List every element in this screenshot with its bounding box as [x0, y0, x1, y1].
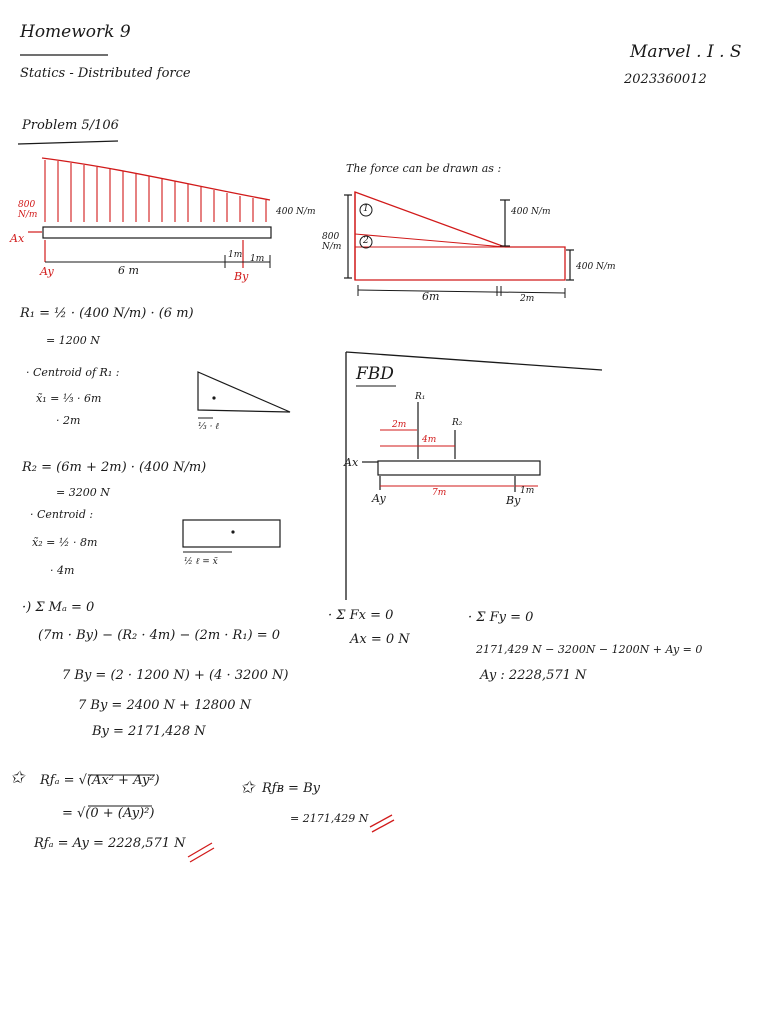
fbd-by: By — [506, 494, 521, 507]
r2-centroid-label: · Centroid : — [30, 508, 94, 521]
r2-equation: R₂ = (6m + 2m) · (400 N/m) — [22, 460, 207, 475]
dim-1m-a: 1m — [228, 250, 243, 260]
author-name: Marvel . I . S — [630, 42, 742, 62]
r2-result: = 3200 N — [56, 486, 110, 499]
load-400-right: 400 N/m — [576, 262, 616, 272]
fbd-r2: R₂ — [452, 418, 463, 428]
fbd-title: FBD — [356, 364, 394, 384]
fy-result: Ay : 2228,571 N — [480, 668, 587, 683]
triangle-fig-label: ⅓ · ℓ — [198, 422, 220, 432]
ax-label: Ax — [10, 232, 25, 245]
r2-centroid-eq: x̃₂ = ½ · 8m — [32, 536, 98, 549]
fbd-dim-2m: 2m — [392, 420, 407, 430]
dim-6m: 6 m — [118, 264, 139, 277]
rfa-line-3: Rƒₐ = Ay = 2228,571 N — [34, 836, 186, 851]
problem-underline — [18, 141, 118, 144]
fbd-ax: Ax — [344, 456, 359, 469]
triangle-centroid-figure — [198, 372, 290, 418]
fy-line-1: 2171,429 N − 3200N − 1200N + Ay = 0 — [476, 643, 703, 656]
r1-centroid-result: · 2m — [56, 414, 81, 427]
fbd-dim-4m: 4m — [422, 435, 437, 445]
load-arrows — [45, 160, 266, 222]
r2-centroid-result: · 4m — [50, 564, 75, 577]
r1-equation: R₁ = ½ · (400 N/m) · (6 m) — [20, 306, 194, 321]
ay-label: Ay — [40, 265, 54, 278]
moment-line-2: 7 By = (2 · 1200 N) + (4 · 3200 N) — [62, 668, 289, 683]
r1-centroid-eq: x̃₁ = ⅓ · 6m — [36, 392, 102, 405]
dim-1m-b: 1m — [250, 254, 265, 264]
fbd-dim-7m: 7m — [432, 488, 447, 498]
star-icon-b: ✩ — [240, 778, 255, 798]
load-400-top: 400 N/m — [511, 207, 551, 217]
load-right-label: 400 N/m — [276, 207, 316, 217]
student-id: 2023360012 — [624, 72, 707, 87]
page-title: Homework 9 — [20, 22, 131, 42]
moment-line-3: 7 By = 2400 N + 12800 N — [78, 698, 252, 713]
fbd-dim-1m: 1m — [520, 486, 535, 496]
page-subtitle: Statics - Distributed force — [20, 66, 191, 81]
r1-centroid-label: · Centroid of R₁ : — [26, 366, 120, 379]
dim-2m-force: 2m — [520, 294, 535, 304]
load-800-label: 800 N/m — [322, 232, 342, 252]
problem-label: Problem 5/106 — [22, 118, 119, 133]
moment-line-1: (7m · By) − (R₂ · 4m) − (2m · R₁) = 0 — [38, 628, 281, 643]
fx-sum: · Σ Fx = 0 — [328, 608, 394, 623]
fbd-r1: R₁ — [415, 392, 426, 402]
fx-result: Ax = 0 N — [350, 632, 410, 647]
fbd-ay: Ay — [372, 492, 386, 505]
fy-sum: · Σ Fy = 0 — [468, 610, 534, 625]
rfa-line-2: = √(0 + (Ay)²) — [62, 806, 155, 821]
region-1-label: 1 — [363, 204, 369, 214]
star-icon-a: ✩ — [10, 768, 25, 788]
moment-sum: ·) Σ Mₐ = 0 — [22, 600, 95, 615]
load-left-label: 800 N/m — [18, 200, 38, 220]
rfb-line-2: = 2171,429 N — [290, 812, 369, 825]
rect-fig-label: ½ ℓ = x̃ — [184, 557, 218, 567]
moment-line-4: By = 2171,428 N — [92, 724, 206, 739]
rfb-line-1: Rƒʙ = By — [262, 781, 320, 796]
force-caption: The force can be drawn as : — [346, 162, 502, 175]
r1-result: = 1200 N — [46, 334, 100, 347]
fbd-figure — [346, 352, 602, 600]
region-2-label: 2 — [363, 236, 369, 246]
dim-6m-force: 6m — [422, 290, 440, 303]
by-label: By — [234, 270, 249, 283]
rectangle-centroid-figure — [183, 520, 280, 552]
rfa-line-1: Rƒₐ = √(Ax² + Ay²) — [40, 773, 160, 788]
